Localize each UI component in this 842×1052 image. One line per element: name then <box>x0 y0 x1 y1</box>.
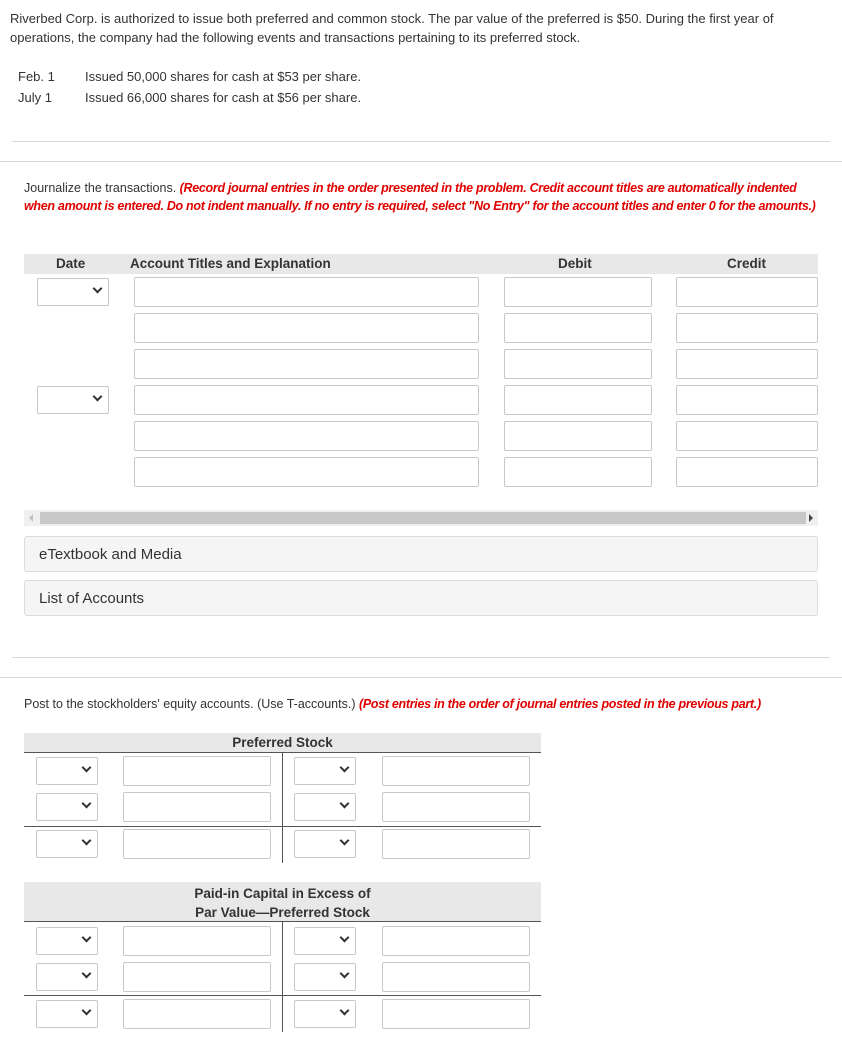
col-account-header: Account Titles and Explanation <box>130 256 331 271</box>
divider <box>12 657 830 658</box>
col-date-header: Date <box>56 256 86 271</box>
col-debit-header: Debit <box>558 256 592 271</box>
debit-date-select[interactable] <box>36 963 98 991</box>
taccount-instructions <box>24 695 824 713</box>
chevron-down-icon <box>82 799 92 809</box>
event-desc: Issued 66,000 shares for cash at $56 per share. <box>85 90 362 105</box>
event-date: Feb. 1 <box>18 69 55 84</box>
credit-input[interactable] <box>676 385 818 415</box>
event-row <box>18 66 361 87</box>
col-credit-header: Credit <box>727 256 767 271</box>
instruction-note: (Record journal entries in the order presented in the problem. Credit account titles are automatically indented when amount is entered. Do not indent manually. If no entry is required, select "No Entry" for the account titles and enter 0 for the amounts.) <box>24 181 816 213</box>
taccount-total-line <box>24 995 541 996</box>
account-title-input[interactable] <box>134 385 479 415</box>
scroll-left-arrow-icon[interactable] <box>29 514 33 522</box>
taccount-title <box>24 882 541 922</box>
debit-balance-input[interactable] <box>123 999 271 1029</box>
taccount-title-text: Par Value—Preferred Stock <box>195 905 370 920</box>
instruction-note: (Post entries in the order of journal entries posted in the previous part.) <box>358 697 761 711</box>
chevron-down-icon <box>340 1006 350 1016</box>
debit-input[interactable] <box>504 457 652 487</box>
chevron-down-icon <box>82 1006 92 1016</box>
debit-input[interactable] <box>504 313 652 343</box>
event-date: July 1 <box>18 90 52 105</box>
credit-balance-select[interactable] <box>294 1000 356 1028</box>
debit-balance-input[interactable] <box>123 829 271 859</box>
debit-input[interactable] <box>504 421 652 451</box>
divider <box>12 141 830 142</box>
debit-amount-input[interactable] <box>123 756 271 786</box>
chevron-down-icon <box>340 799 350 809</box>
credit-date-select[interactable] <box>294 793 356 821</box>
date-select[interactable] <box>37 386 109 414</box>
account-title-input[interactable] <box>134 277 479 307</box>
chevron-down-icon <box>82 933 92 943</box>
instruction-text: Journalize the transactions. <box>24 181 177 195</box>
instruction-text: Post to the stockholders' equity accounts. (Use T-accounts.) <box>24 697 356 711</box>
debit-input[interactable] <box>504 277 652 307</box>
debit-date-select[interactable] <box>36 793 98 821</box>
chevron-down-icon <box>340 969 350 979</box>
taccount-title-text: Paid-in Capital in Excess of <box>194 886 371 901</box>
credit-amount-input[interactable] <box>382 756 530 786</box>
journal-instructions <box>24 179 824 215</box>
credit-input[interactable] <box>676 277 818 307</box>
debit-input[interactable] <box>504 349 652 379</box>
credit-date-select[interactable] <box>294 757 356 785</box>
chevron-down-icon <box>82 836 92 846</box>
credit-date-select[interactable] <box>294 927 356 955</box>
credit-balance-input[interactable] <box>382 999 530 1029</box>
list-of-accounts-panel[interactable]: List of Accounts <box>24 580 818 616</box>
chevron-down-icon <box>340 933 350 943</box>
etextbook-media-panel[interactable]: eTextbook and Media <box>24 536 818 572</box>
credit-input[interactable] <box>676 349 818 379</box>
divider <box>0 161 842 162</box>
divider <box>0 677 842 678</box>
credit-input[interactable] <box>676 421 818 451</box>
chevron-down-icon <box>82 763 92 773</box>
chevron-down-icon <box>82 969 92 979</box>
debit-date-select[interactable] <box>36 927 98 955</box>
credit-amount-input[interactable] <box>382 792 530 822</box>
date-select[interactable] <box>37 278 109 306</box>
debit-balance-select[interactable] <box>36 830 98 858</box>
credit-input[interactable] <box>676 313 818 343</box>
horizontal-scrollbar[interactable] <box>24 510 818 526</box>
event-row <box>18 87 361 108</box>
credit-balance-select[interactable] <box>294 830 356 858</box>
journal-header <box>24 254 818 274</box>
debit-amount-input[interactable] <box>123 792 271 822</box>
chevron-down-icon <box>340 836 350 846</box>
debit-input[interactable] <box>504 385 652 415</box>
taccount-divider <box>282 922 283 1032</box>
credit-amount-input[interactable] <box>382 926 530 956</box>
debit-amount-input[interactable] <box>123 926 271 956</box>
chevron-down-icon <box>93 284 103 294</box>
account-title-input[interactable] <box>134 313 479 343</box>
taccount-total-line <box>24 826 541 827</box>
debit-balance-select[interactable] <box>36 1000 98 1028</box>
debit-date-select[interactable] <box>36 757 98 785</box>
scrollbar-thumb[interactable] <box>40 512 806 524</box>
chevron-down-icon <box>93 392 103 402</box>
problem-statement: Riverbed Corp. is authorized to issue both preferred and common stock. The par value of the preferred is $50. During the first year of operations, the company had the following events and transactions pertaining to its preferred stock. <box>10 11 774 45</box>
account-title-input[interactable] <box>134 457 479 487</box>
debit-amount-input[interactable] <box>123 962 271 992</box>
events-list <box>18 66 361 108</box>
taccount-title-text: Preferred Stock <box>232 735 333 750</box>
credit-amount-input[interactable] <box>382 962 530 992</box>
scroll-right-arrow-icon[interactable] <box>809 514 813 522</box>
chevron-down-icon <box>340 763 350 773</box>
account-title-input[interactable] <box>134 349 479 379</box>
event-desc: Issued 50,000 shares for cash at $53 per share. <box>85 69 362 84</box>
taccount-divider <box>282 753 283 863</box>
credit-input[interactable] <box>676 457 818 487</box>
account-title-input[interactable] <box>134 421 479 451</box>
credit-date-select[interactable] <box>294 963 356 991</box>
credit-balance-input[interactable] <box>382 829 530 859</box>
taccount-title <box>24 733 541 753</box>
